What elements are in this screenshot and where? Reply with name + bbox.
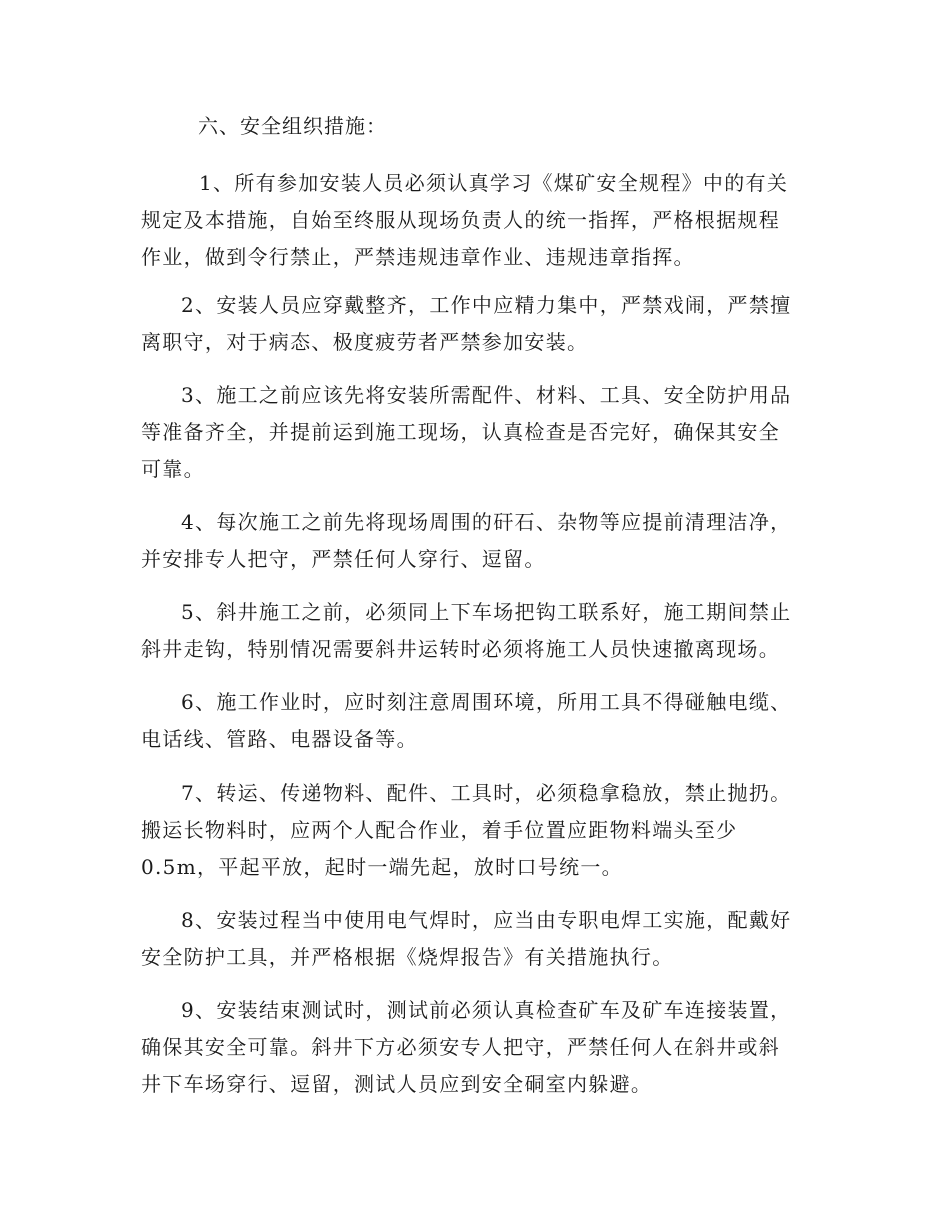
- paragraph-line: 确保其安全可靠。斜井下方必须安专人把守，严禁任何人在斜井或斜: [141, 1035, 780, 1059]
- paragraph-line: 离职守，对于病态、极度疲劳者严禁参加安装。: [141, 330, 589, 354]
- paragraph-line: 1、所有参加安装人员必须认真学习《煤矿安全规程》中的有关: [199, 171, 789, 195]
- paragraph-line: 5、斜井施工之前，必须同上下车场把钩工联系好，施工期间禁止: [181, 600, 792, 624]
- paragraph-line: 2、安装人员应穿戴整齐，工作中应精力集中，严禁戏闹，严禁擅: [181, 293, 792, 317]
- paragraph-line: 可靠。: [141, 457, 205, 481]
- paragraph-line: 规定及本措施，自始至终服从现场负责人的统一指挥，严格根据规程: [141, 208, 780, 232]
- section-heading: 六、安全组织措施：: [198, 114, 387, 138]
- paragraph-line: 作业，做到令行禁止，严禁违规违章作业、违规违章指挥。: [141, 245, 695, 269]
- paragraph-line: 斜井走钩，特别情况需要斜井运转时必须将施工人员快速撤离现场。: [141, 637, 780, 661]
- paragraph-line: 6、施工作业时，应时刻注意周围环境，所用工具不得碰触电缆、: [181, 690, 792, 714]
- paragraph-line: 等准备齐全，并提前运到施工现场，认真检查是否完好，确保其安全: [141, 420, 780, 444]
- paragraph-3: [141, 377, 813, 488]
- paragraph-line: 搬运长物料时，应两个人配合作业，着手位置应距物料端头至少: [141, 818, 738, 842]
- paragraph-line: 并安排专人把守，严禁任何人穿行、逗留。: [141, 547, 546, 571]
- paragraph-line: 3、施工之前应该先将安装所需配件、材料、工具、安全防护用品: [181, 383, 792, 407]
- paragraph-2: [141, 287, 813, 361]
- paragraph-1: [141, 165, 813, 276]
- paragraph-4: [141, 504, 813, 578]
- paragraph-line: 0.5m，平起平放，起时一端先起，放时口号统一。: [141, 855, 623, 879]
- paragraph-line: 安全防护工具，并严格根据《烧焊报告》有关措施执行。: [141, 945, 674, 969]
- paragraph-line: 8、安装过程当中使用电气焊时，应当由专职电焊工实施，配戴好: [181, 908, 792, 932]
- paragraph-line: 7、转运、传递物料、配件、工具时，必须稳拿稳放，禁止抛扔。: [181, 781, 792, 805]
- paragraph-line: 9、安装结束测试时，测试前必须认真检查矿车及矿车连接装置，: [181, 998, 792, 1022]
- paragraph-line: 4、每次施工之前先将现场周围的矸石、杂物等应提前清理洁净，: [181, 510, 792, 534]
- paragraph-6: [141, 684, 813, 758]
- paragraph-9: [141, 992, 813, 1103]
- paragraph-line: 电话线、管路、电器设备等。: [141, 727, 418, 751]
- paragraph-5: [141, 594, 813, 668]
- paragraph-line: 井下车场穿行、逗留，测试人员应到安全硐室内躲避。: [141, 1072, 653, 1096]
- paragraph-8: [141, 902, 813, 976]
- paragraph-7: [141, 775, 813, 886]
